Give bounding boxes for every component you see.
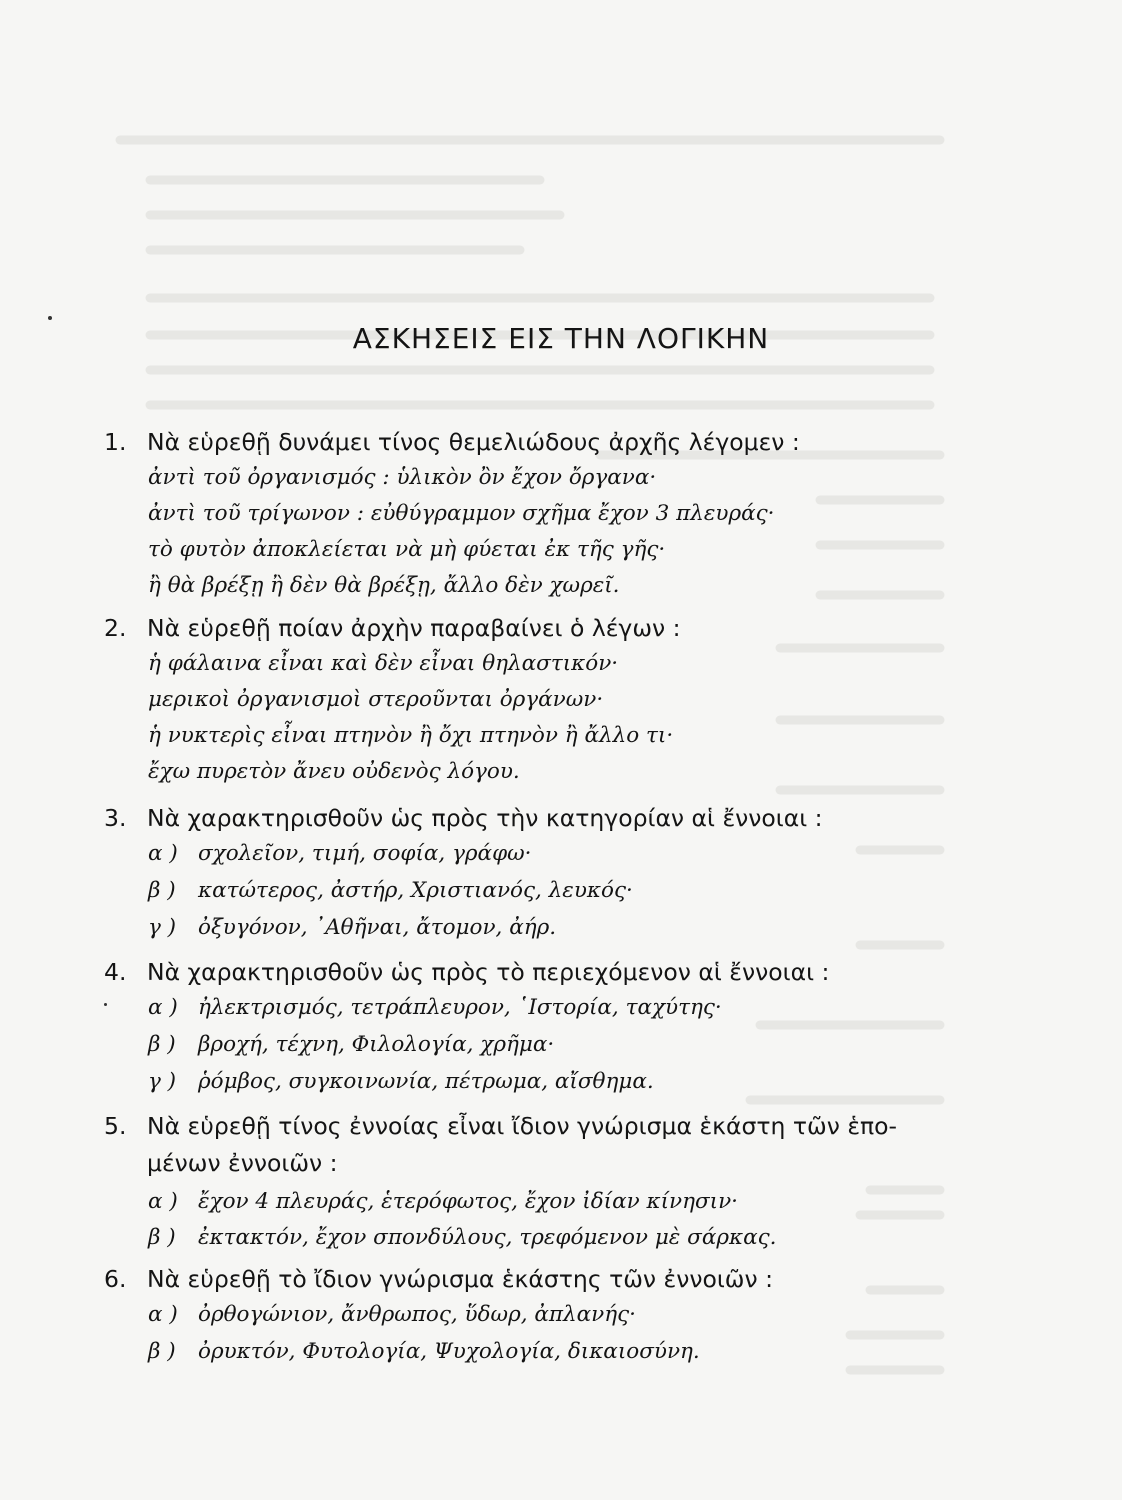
item-label: β ) <box>148 1225 176 1250</box>
question-text: Νὰ χαρακτηρισθοῦν ὡς πρὸς τὸ περιεχόμενον αἱ ἔννοιαι : <box>147 958 830 986</box>
question-text: Νὰ χαρακτηρισθοῦν ὡς πρὸς τὴν κατηγορίαν αἱ ἔννοιαι : <box>147 804 823 832</box>
item-label: β ) <box>148 878 176 903</box>
exercise-number: 2. <box>104 614 127 642</box>
question-text: Νὰ εὑρεθῇ δυνάμει τίνος θεμελιώδους ἀρχῆς λέγομεν : <box>147 428 800 456</box>
item-label: α ) <box>148 841 178 866</box>
item-label: α ) <box>148 1302 178 1327</box>
question-continuation: μένων ἐννοιῶν : <box>147 1149 338 1177</box>
item-label: γ ) <box>148 1069 177 1094</box>
item-label: α ) <box>148 995 178 1020</box>
exercise-number: 3. <box>104 804 127 832</box>
item-label: β ) <box>148 1339 176 1364</box>
exercise-number: 5. <box>104 1112 127 1140</box>
question-text: Νὰ εὑρεθῇ τίνος ἐννοίας εἶναι ἴδιον γνώρισμα ἑκάστη τῶν ἑπο- <box>147 1112 898 1140</box>
stray-dot <box>48 316 52 320</box>
exercise-number: 4. <box>104 958 127 986</box>
item-label: α ) <box>148 1189 178 1214</box>
item-label: β ) <box>148 1032 176 1057</box>
question-text: Νὰ εὑρεθῇ ποίαν ἀρχὴν παραβαίνει ὁ λέγων : <box>147 614 681 642</box>
item-label: γ ) <box>148 915 177 940</box>
exercise-number: 1. <box>104 428 127 456</box>
question-text: Νὰ εὑρεθῇ τὸ ἴδιον γνώρισμα ἑκάστης τῶν ἐννοιῶν : <box>147 1265 773 1293</box>
stray-dot <box>104 1003 107 1006</box>
page-title: ΑΣΚΗΣΕΙΣ ΕΙΣ ΤΗΝ ΛΟΓΙΚΗΝ <box>352 322 770 355</box>
exercise-number: 6. <box>104 1265 127 1293</box>
